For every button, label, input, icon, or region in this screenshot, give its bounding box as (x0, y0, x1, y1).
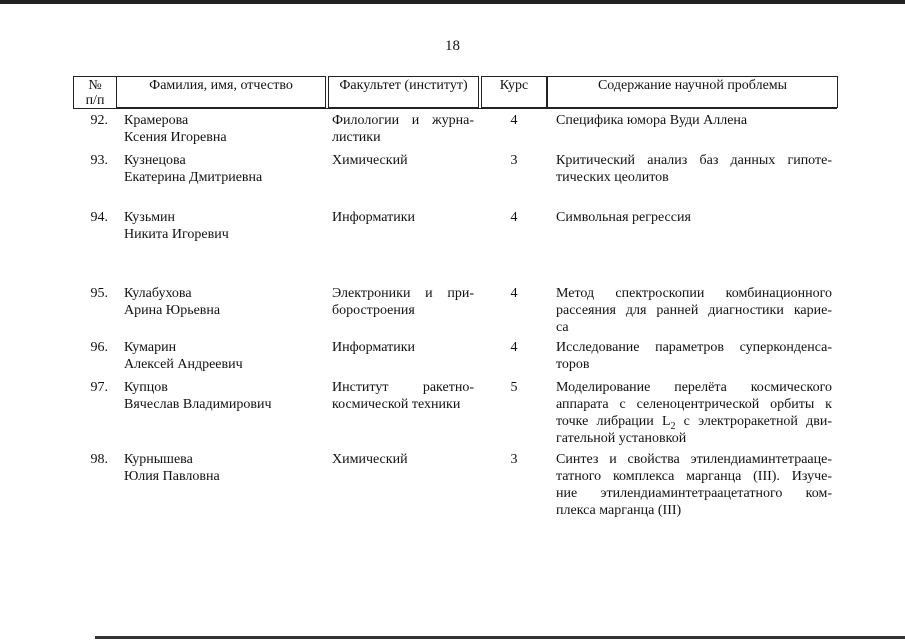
faculty-line: боростроения (332, 303, 415, 318)
student-name (124, 209, 324, 243)
header-num-cell (73, 76, 117, 109)
header-faculty-cell (328, 76, 479, 108)
student-surname: Кузьмин (124, 210, 176, 225)
row-number: 94. (90, 210, 108, 225)
faculty-line: Электроники и при- (332, 286, 474, 301)
research-topic (556, 209, 832, 226)
topic-line: татного комплекса марганца (III). Изуче- (556, 469, 832, 484)
topic-line: рассеяния для ранней диагностики карие- (556, 303, 832, 318)
student-given-names: Арина Юрьевна (124, 303, 221, 318)
topic-line: Исследование параметров суперконденса- (556, 340, 832, 355)
student-surname: Кумарин (124, 340, 177, 355)
header-topic-cell (547, 76, 838, 108)
topic-line: са (556, 320, 569, 335)
student-surname: Кузнецова (124, 153, 186, 168)
page-number: 18 (445, 38, 460, 54)
topic-line-part: с электроракетной дви- (675, 414, 833, 429)
course: 4 (510, 340, 518, 355)
course: 4 (510, 210, 518, 225)
faculty-line: Химический (332, 153, 408, 168)
row-number: 93. (90, 153, 108, 168)
faculty (332, 451, 474, 468)
topic-line (556, 413, 832, 430)
topic-line: плекса марганца (III) (556, 503, 682, 518)
subscript-index: 2 (670, 420, 676, 432)
student-given-names: Екатерина Дмитриевна (124, 170, 263, 185)
faculty-line: Информатики (332, 340, 415, 355)
faculty-line: Филологии и журна- (332, 113, 474, 128)
faculty (332, 209, 474, 226)
student-name (124, 112, 324, 146)
faculty-line: космической техники (332, 397, 461, 412)
header-topic: Содержание научной проблемы (597, 78, 788, 93)
header-name: Фамилия, имя, отчество (149, 78, 293, 93)
topic-line: тических цеолитов (556, 170, 669, 185)
header-bottom-rule (73, 108, 837, 109)
research-topic (556, 285, 832, 336)
faculty (332, 112, 474, 146)
student-name (124, 339, 324, 373)
header-num-line1: № (88, 78, 102, 93)
topic-line: гательной установкой (556, 431, 687, 446)
header-faculty: Факультет (институт) (339, 78, 468, 93)
faculty (332, 285, 474, 319)
topic-line: Специфика юмора Вуди Аллена (556, 113, 748, 128)
student-name (124, 451, 324, 485)
student-given-names: Юлия Павловна (124, 469, 220, 484)
faculty-line: Химический (332, 452, 408, 467)
row-number: 98. (90, 452, 108, 467)
research-topic (556, 112, 832, 129)
topic-line: Критический анализ баз данных гипоте- (556, 153, 832, 168)
row-number: 97. (90, 380, 108, 395)
course: 4 (510, 286, 518, 301)
topic-line: аппарата с селеноцентрической орбиты к (556, 397, 832, 412)
faculty-line: Институт ракетно- (332, 380, 474, 395)
student-given-names: Алексей Андреевич (124, 357, 243, 372)
topic-line: Моделирование перелёта космического (556, 380, 832, 395)
header-course: Курс (499, 78, 529, 93)
research-topic (556, 451, 832, 519)
research-topic (556, 379, 832, 447)
row-number: 92. (90, 113, 108, 128)
faculty (332, 339, 474, 356)
header-course-cell (481, 76, 547, 108)
row-number: 95. (90, 286, 108, 301)
student-surname: Купцов (124, 380, 168, 395)
topic-line: Метод спектроскопии комбинационного (556, 286, 832, 301)
topic-line: торов (556, 357, 590, 372)
bottom-border-rule (95, 636, 905, 639)
student-name (124, 285, 324, 319)
student-name (124, 152, 324, 186)
student-surname: Кулабухова (124, 286, 192, 301)
topic-line: Символьная регрессия (556, 210, 691, 225)
header-num-line2: п/п (85, 93, 105, 108)
faculty-line: Информатики (332, 210, 415, 225)
top-border-rule (0, 0, 905, 4)
student-name (124, 379, 324, 413)
faculty-line: листики (332, 130, 381, 145)
row-number: 96. (90, 340, 108, 355)
topic-line: Синтез и свойства этилендиаминтетрааце- (556, 452, 832, 467)
course: 5 (510, 380, 518, 395)
header-name-cell (116, 76, 326, 108)
student-surname: Курнышева (124, 452, 193, 467)
research-topic (556, 339, 832, 373)
student-given-names: Вячеслав Владимирович (124, 397, 272, 412)
student-given-names: Ксения Игоревна (124, 130, 227, 145)
faculty (332, 152, 474, 169)
faculty (332, 379, 474, 413)
topic-line-part: точке либрации L (556, 414, 671, 429)
course: 3 (510, 153, 518, 168)
course: 3 (510, 452, 518, 467)
research-topic (556, 152, 832, 186)
topic-line: ние этилендиаминтетраацетатного ком- (556, 486, 832, 501)
student-given-names: Никита Игоревич (124, 227, 229, 242)
student-surname: Крамерова (124, 113, 189, 128)
course: 4 (510, 113, 518, 128)
